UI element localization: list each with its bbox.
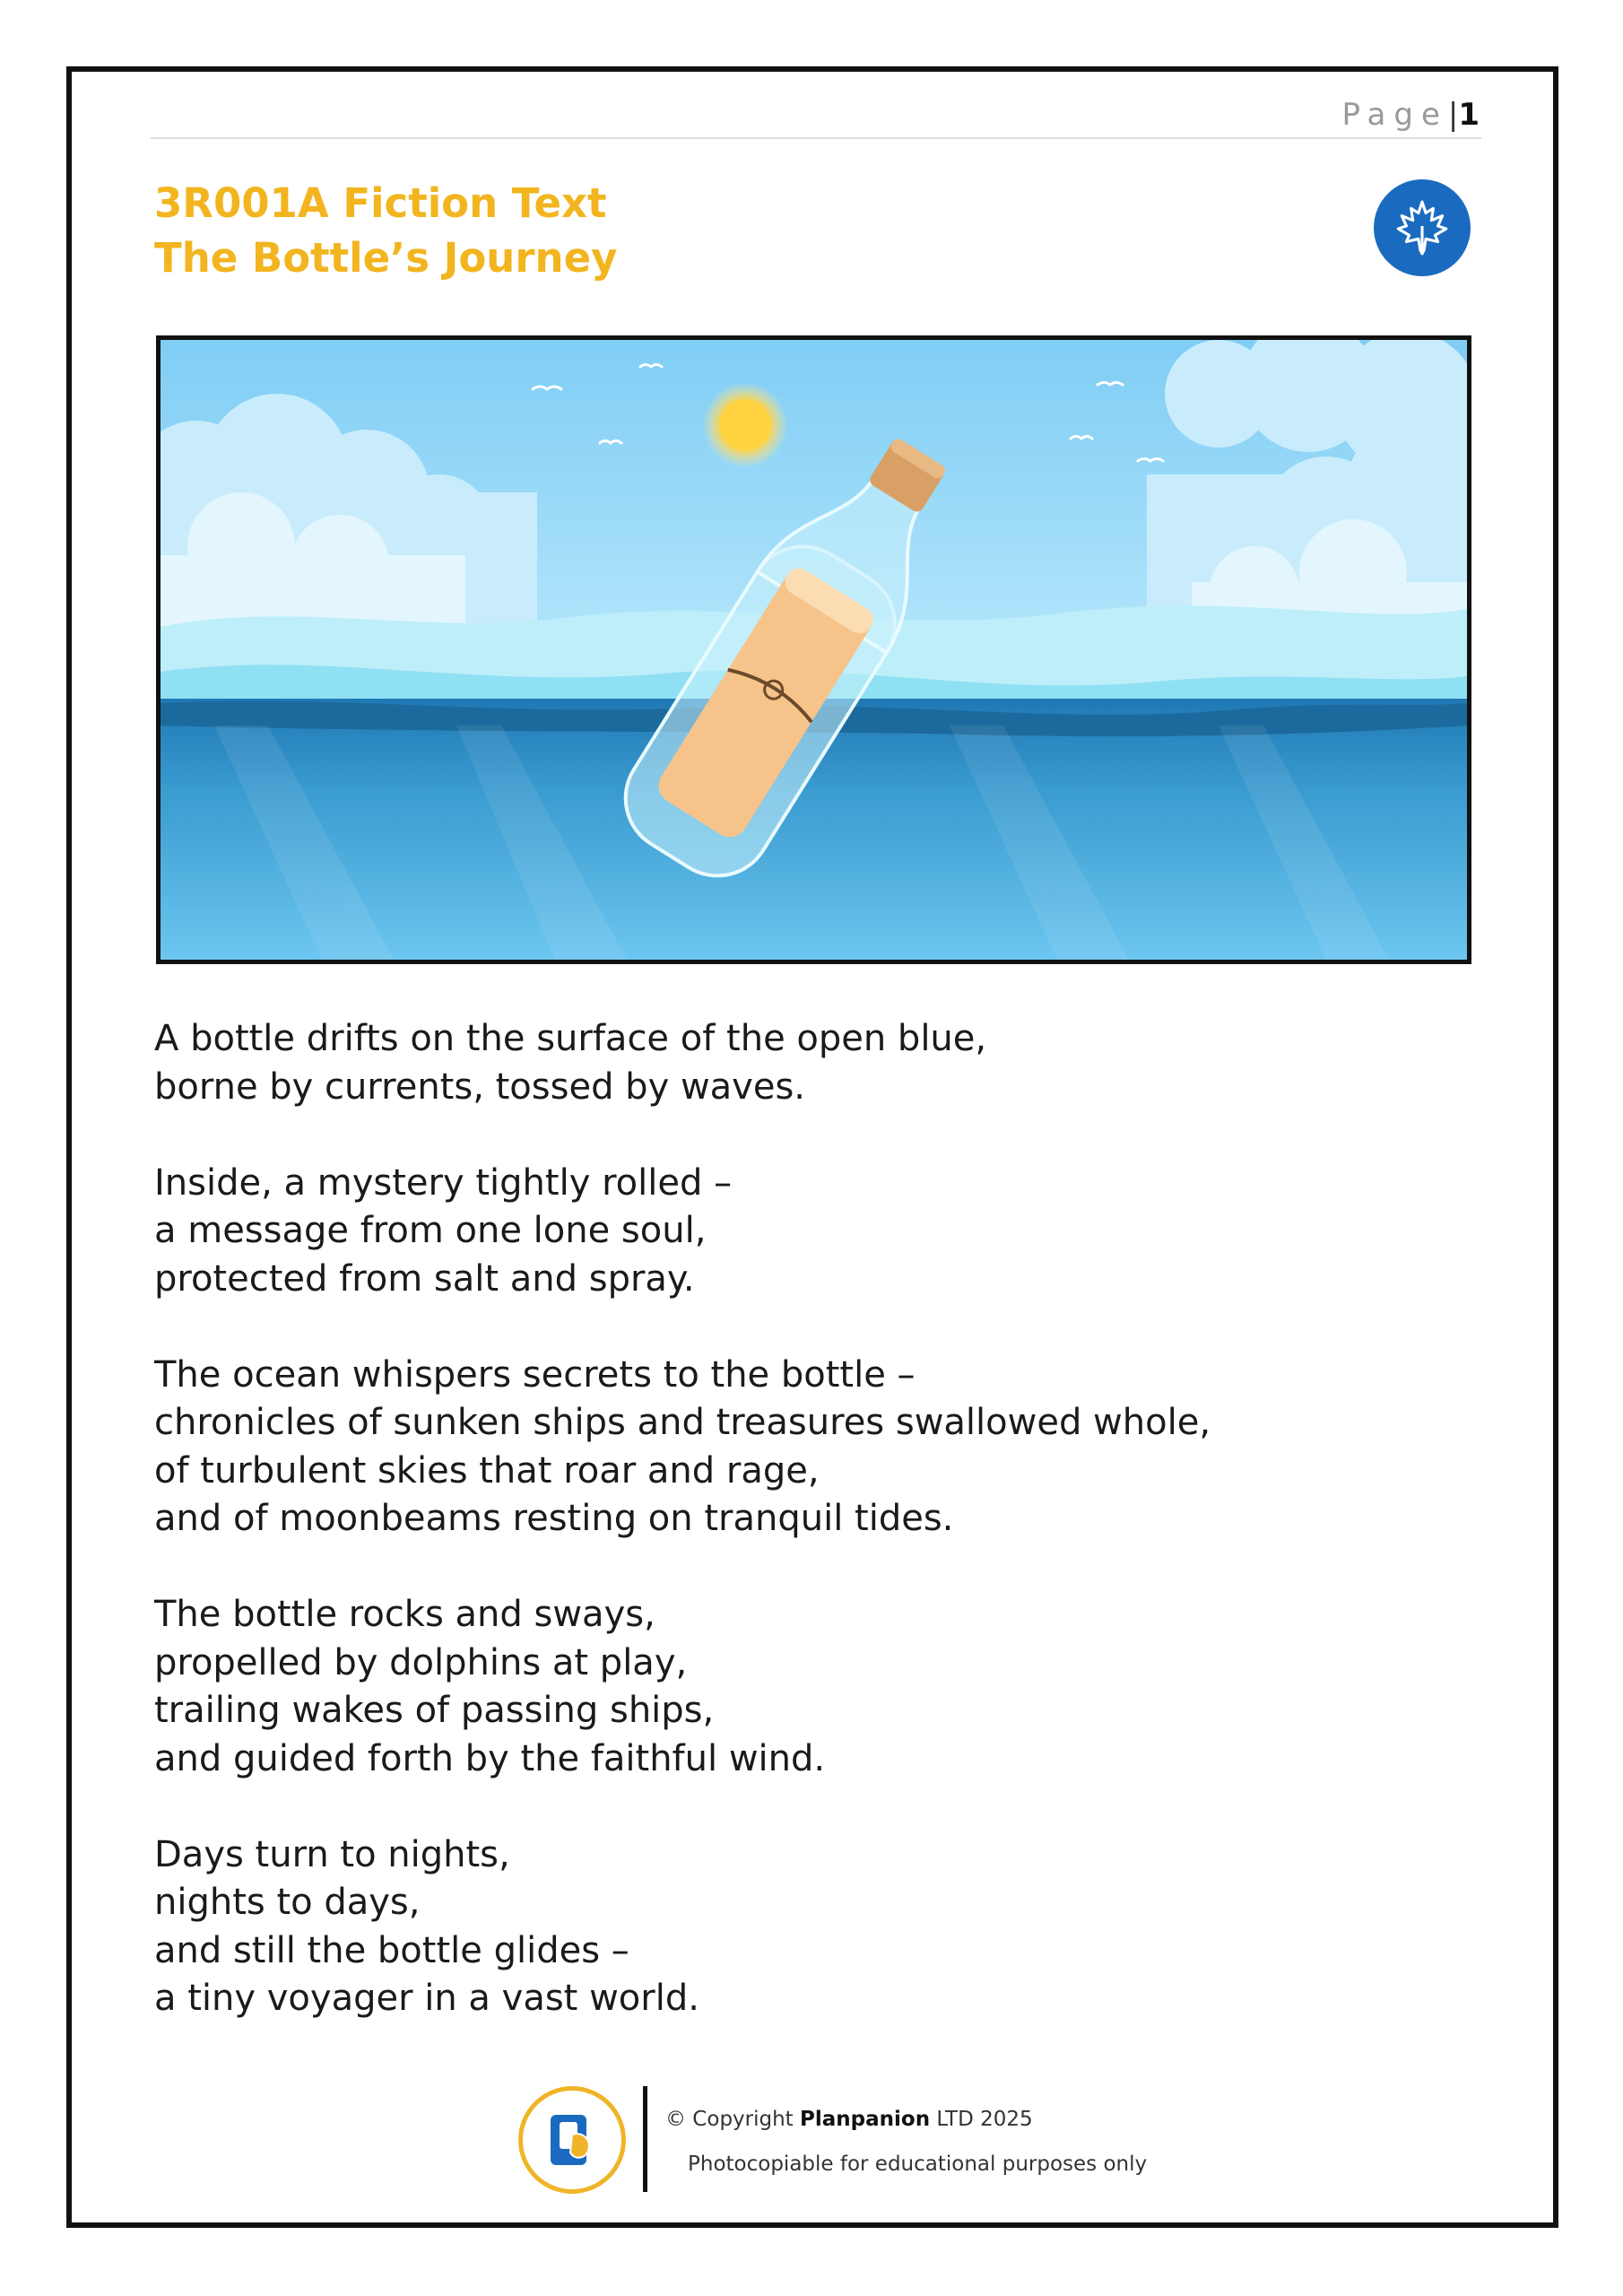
poem-line: and guided forth by the faithful wind. <box>154 1737 826 1779</box>
page-number: 1 <box>1458 97 1480 133</box>
brand-name: Planpanion <box>800 2108 931 2131</box>
poem-line: The ocean whispers secrets to the bottle – <box>154 1353 916 1396</box>
stanza-2 <box>154 1160 1481 1304</box>
planpanion-logo-icon <box>536 2104 608 2176</box>
poem-line: propelled by dolphins at play, <box>154 1641 688 1683</box>
bottle-illustration <box>156 335 1471 964</box>
page-separator: | <box>1447 97 1459 133</box>
poem-line: nights to days, <box>154 1882 421 1923</box>
page-title <box>154 176 617 285</box>
page-number-label <box>1327 97 1480 133</box>
poem-line: a message from one lone soul, <box>154 1210 707 1251</box>
poem-line: a tiny voyager in a vast world. <box>154 1978 699 2019</box>
header-rule <box>151 137 1481 139</box>
footer-divider <box>643 2086 647 2192</box>
poem-line: trailing wakes of passing ships, <box>154 1690 715 1731</box>
poem-line: chronicles of sunken ships and treasures swallowed whole, <box>154 1402 1211 1443</box>
stanza-5 <box>154 1831 1481 2023</box>
planpanion-logo <box>518 2086 626 2194</box>
poem-text <box>154 1015 1481 2071</box>
maple-leaf-badge <box>1374 179 1471 276</box>
stanza-4 <box>154 1591 1481 1783</box>
title-code: 3R001A Fiction Text <box>154 179 607 227</box>
poem-line: and of moonbeams resting on tranquil tides. <box>154 1498 954 1539</box>
poem-line: The bottle rocks and sways, <box>154 1594 655 1635</box>
sun <box>720 400 770 450</box>
stanza-1 <box>154 1015 1481 1111</box>
copyright-text <box>665 2108 1033 2131</box>
copyright-prefix: © Copyright <box>665 2108 794 2131</box>
page-word: Page <box>1341 97 1448 133</box>
maple-leaf-icon <box>1393 198 1452 257</box>
poem-line: protected from salt and spray. <box>154 1257 695 1300</box>
poem-line: Inside, a mystery tightly rolled – <box>154 1161 733 1204</box>
title-name: The Bottle’s Journey <box>154 234 618 282</box>
copyright-suffix: LTD 2025 <box>936 2108 1033 2131</box>
poem-line: and still the bottle glides – <box>154 1929 629 1971</box>
poem-line: of turbulent skies that roar and rage, <box>154 1449 820 1492</box>
poem-line: Days turn to nights, <box>154 1833 510 1875</box>
photocopy-note: Photocopiable for educational purposes only <box>688 2152 1148 2176</box>
poem-line: borne by currents, tossed by waves. <box>154 1065 806 1108</box>
poem-line: A bottle drifts on the surface of the open blue, <box>154 1018 987 1059</box>
stanza-3 <box>154 1352 1481 1544</box>
